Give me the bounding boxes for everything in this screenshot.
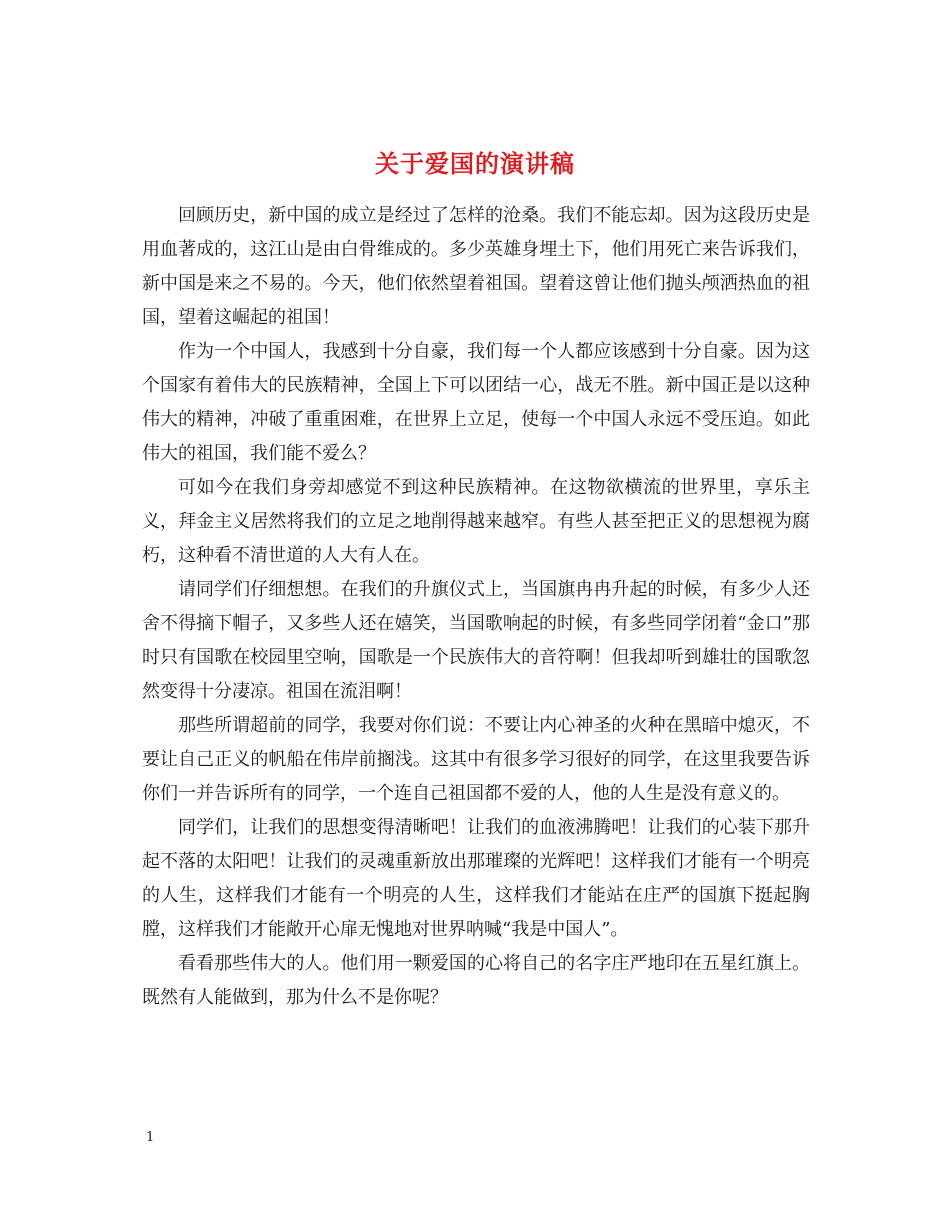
paragraph-3: 可如今在我们身旁却感觉不到这种民族精神。在这物欲横流的世界里，享乐主义，拜金主义居然将我们的立足之地削得越来越窄。有些人甚至把正义的思想视为腐朽，这种看不清世道的人大有人在。 — [142, 477, 810, 566]
paragraph-5: 那些所谓超前的同学，我要对你们说：不要让内心神圣的火种在黑暗中熄灭，不要让自己正义的帆船在伟岸前搁浅。这其中有很多学习很好的同学，在这里我要告诉你们一并告诉所有的同学，一个连自己祖国都不爱的人，他的人生是没有意义的。 — [142, 715, 810, 804]
paragraph-7: 看看那些伟大的人。他们用一颗爱国的心将自己的名字庄严地印在五星红旗上。既然有人能做到，那为什么不是你呢？ — [142, 953, 810, 1008]
paragraph-6: 同学们，让我们的思想变得清晰吧！让我们的血液沸腾吧！让我们的心装下那升起不落的太阳吧！让我们的灵魂重新放出那璀璨的光辉吧！这样我们才能有一个明亮的人生，这样我们才能有一个明亮的人生，这样我们才能站在庄严的国旗下挺起胸膛，这样我们才能敞开心扉无愧地对世界呐喊“我是中国人”。 — [142, 817, 810, 940]
paragraph-4: 请同学们仔细想想。在我们的升旗仪式上，当国旗冉冉升起的时候，有多少人还舍不得摘下帽子，又多些人还在嬉笑，当国歌响起的时候，有多些同学闭着“金口”那时只有国歌在校园里空响，国歌是一个民族伟大的音符啊！但我却听到雄壮的国歌忽然变得十分凄凉。祖国在流泪啊！ — [142, 579, 810, 702]
document-body — [142, 199, 810, 1015]
page-number: 1 — [146, 1130, 155, 1145]
paragraph-1: 回顾历史，新中国的成立是经过了怎样的沧桑。我们不能忘却。因为这段历史是用血著成的，这江山是由白骨维成的。多少英雄身埋土下，他们用死亡来告诉我们，新中国是来之不易的。今天，他们依然望着祖国。望着这曾让他们抛头颅洒热血的祖国，望着这崛起的祖国！ — [142, 205, 810, 328]
paragraph-2: 作为一个中国人，我感到十分自豪，我们每一个人都应该感到十分自豪。因为这个国家有着伟大的民族精神，全国上下可以团结一心，战无不胜。新中国正是以这种伟大的精神，冲破了重重困难，在世界上立足，使每一个中国人永远不受压迫。如此伟大的祖国，我们能不爱么？ — [142, 341, 810, 464]
document-title: 关于爱国的演讲稿 — [375, 149, 575, 179]
